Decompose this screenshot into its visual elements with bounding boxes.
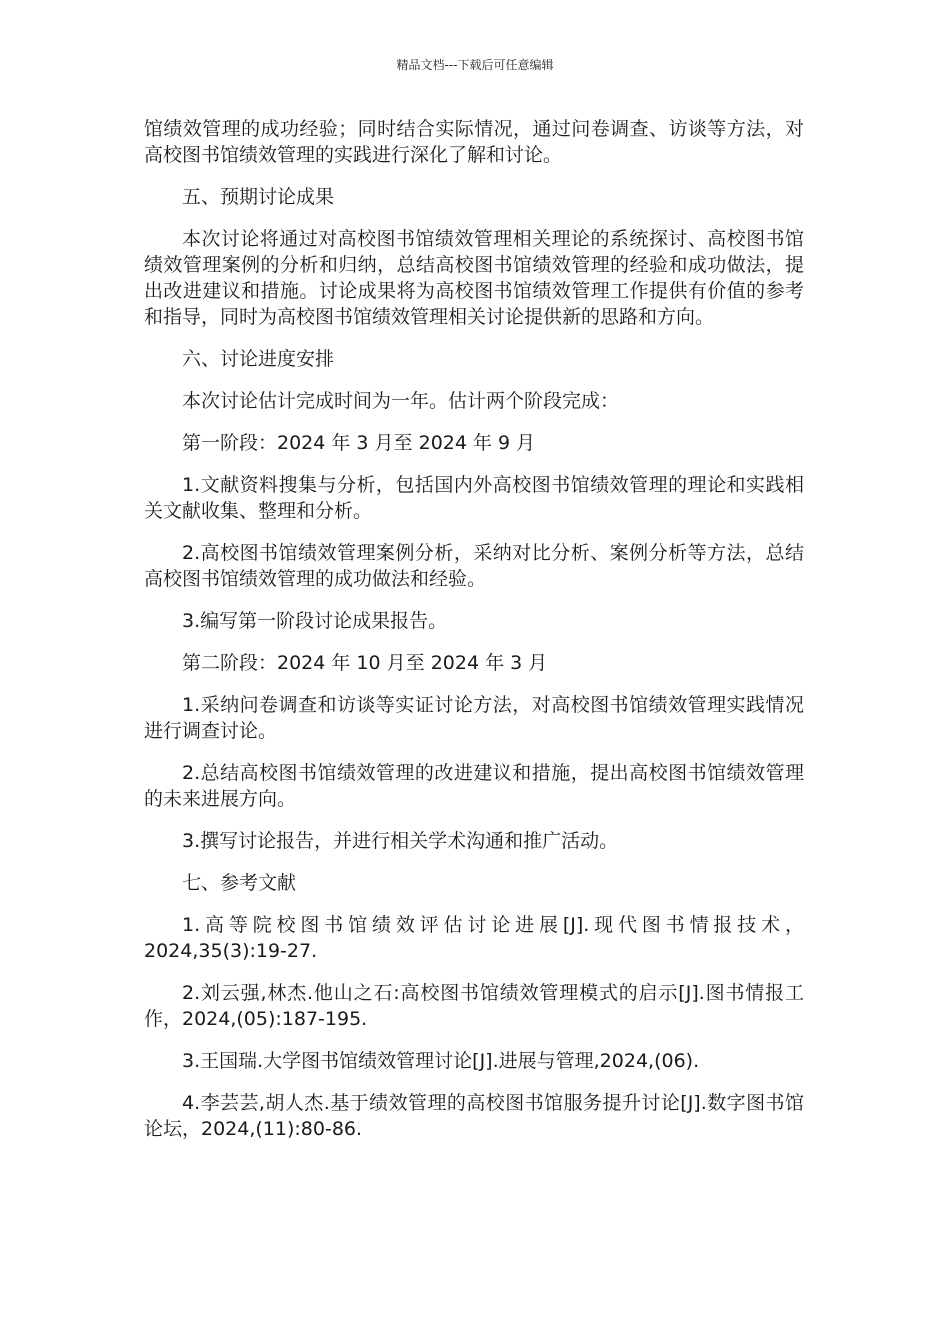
section-heading-references: 七、参考文献 [182,872,297,894]
schedule-intro-paragraph: 本次讨论估计完成时间为一年。估计两个阶段完成： [182,390,620,412]
continuation-paragraph: 馆绩效管理的成功经验；同时结合实际情况，通过问卷调查、访谈等方法，对高校图书馆绩效管理的实践进行深化了解和讨论。 [144,118,804,166]
reference-item-2: 2.刘云强,林杰.他山之石:高校图书馆绩效管理模式的启示[J].图书情报工作，2024,(05):187-195. [144,982,804,1030]
section-heading-expected-results: 五、预期讨论成果 [182,186,335,208]
phase-one-item-1: 1.文献资料搜集与分析，包括国内外高校图书馆绩效管理的理论和实践相关文献收集、整理和分析。 [144,474,804,522]
phase-two-item-3: 3.撰写讨论报告，并进行相关学术沟通和推广活动。 [182,830,619,852]
expected-results-paragraph: 本次讨论将通过对高校图书馆绩效管理相关理论的系统探讨、高校图书馆绩效管理案例的分析和归纳，总结高校图书馆绩效管理的经验和成功做法，提出改进建议和措施。讨论成果将为高校图书馆绩效管理工作提供有价值的参考和指导，同时为高校图书馆绩效管理相关讨论提供新的思路和方向。 [144,228,804,328]
page-header: 精品文档---下载后可任意编辑 [396,58,554,72]
reference-item-3: 3.王国瑞.大学图书馆绩效管理讨论[J].进展与管理,2024,(06). [182,1050,700,1072]
phase-two-item-2: 2.总结高校图书馆绩效管理的改进建议和措施，提出高校图书馆绩效管理的未来进展方向。 [144,762,804,810]
phase-one-item-2: 2.高校图书馆绩效管理案例分析，采纳对比分析、案例分析等方法，总结高校图书馆绩效管理的成功做法和经验。 [144,542,804,590]
section-heading-schedule: 六、讨论进度安排 [182,348,335,370]
reference-item-1: 1.高等院校图书馆绩效评估讨论进展[J].现代图书情报技术，2024,35(3):19-27. [144,914,804,962]
phase-two-heading: 第二阶段：2024 年 10 月至 2024 年 3 月 [182,652,548,674]
reference-item-4: 4.李芸芸,胡人杰.基于绩效管理的高校图书馆服务提升讨论[J].数字图书馆论坛，2024,(11):80-86. [144,1092,804,1140]
phase-one-heading: 第一阶段：2024 年 3 月至 2024 年 9 月 [182,432,536,454]
document-body [144,116,804,1158]
phase-one-item-3: 3.编写第一阶段讨论成果报告。 [182,610,448,632]
phase-two-item-1: 1.采纳问卷调查和访谈等实证讨论方法，对高校图书馆绩效管理实践情况进行调查讨论。 [144,694,804,742]
